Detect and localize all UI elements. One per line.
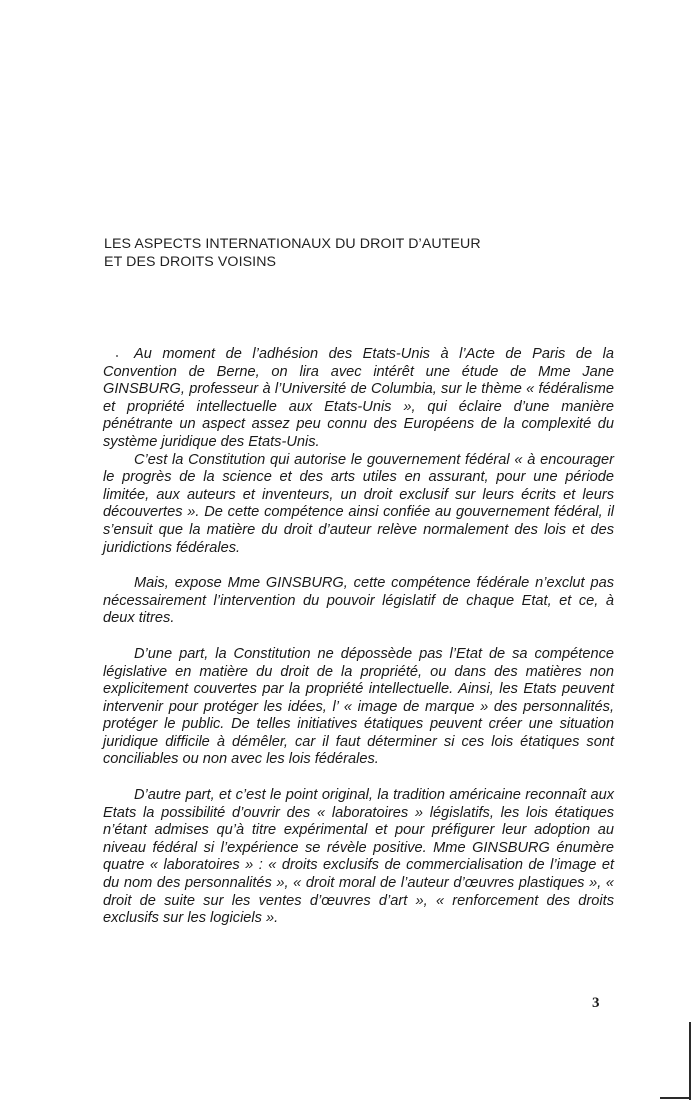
document-heading xyxy=(104,235,604,271)
paragraph-4: D’une part, la Constitution ne dépossède pas l’Etat de sa compétence législative en matière du droit de la propriété, ou dans des matières non explicitement couvertes par la propriété intellectuelle. Ainsi, les Etats peuvent intervenir pour protéger les idées, l’ « image de marque » des personnalités, protéger le public. De telles initiatives étatiques peuvent créer une situation juridique difficile à démêler, car il faut déterminer si ces lois étatiques sont conciliables ou non avec les lois fédérales. xyxy=(103,645,614,768)
paragraph-1: Au moment de l’adhésion des Etats-Unis à l’Acte de Paris de la Convention de Berne, on lira avec intérêt une étude de Mme Jane GINSBURG, professeur à l’Université de Columbia, sur le thème « fédéralisme et propriété intellectuelle aux Etats-Unis », qui éclaire d’une manière pénétrante un aspect assez peu connu des Européens de la complexité du système juridique des Etats-Unis. xyxy=(103,346,614,450)
paragraph-2: C’est la Constitution qui autorise le gouvernement fédéral « à encourager le progrès de la science et des arts utiles en assurant, pour une période limitée, aux auteurs et inventeurs, un droit exclusif sur leurs écrits et leurs découvertes ». De cette compétence ainsi confiée au gouvernement fédéral, il s’ensuit que la matière du droit d’auteur relève normalement des lois et des juridictions fédérales. xyxy=(103,451,614,556)
paragraph-3: Mais, expose Mme GINSBURG, cette compétence fédérale n’exclut pas nécessairement l’intervention du pouvoir législatif de chaque Etat, et ce, à deux titres. xyxy=(103,575,614,627)
margin-mark-vertical xyxy=(689,1022,691,1100)
page-number: 3 xyxy=(592,995,600,1011)
paragraph-5: D’autre part, et c’est le point original, la tradition américaine reconnaît aux Etats la possibilité d’ouvrir des « laboratoires » législatifs, les lois étatiques n’étant admises qu’à titre expérimental et pour préfigurer leur adoption au niveau fédéral si l’expérience se révèle positive. Mme GINSBURG énumère quatre « laboratoires » : « droits exclusifs de commercialisation de l’image et du nom des personnalités », « droit moral de l’auteur d’œuvres plastiques », « droit de suite sur les ventes d’œuvres d’art », « renforcement des droits exclusifs sur les logiciels ». xyxy=(103,787,614,927)
body-text xyxy=(103,346,614,928)
heading-line-1: LES ASPECTS INTERNATIONAUX DU DROIT D’AUTEUR xyxy=(104,236,481,252)
heading-line-2: ET DES DROITS VOISINS xyxy=(104,254,277,270)
margin-mark-horizontal xyxy=(660,1097,690,1099)
